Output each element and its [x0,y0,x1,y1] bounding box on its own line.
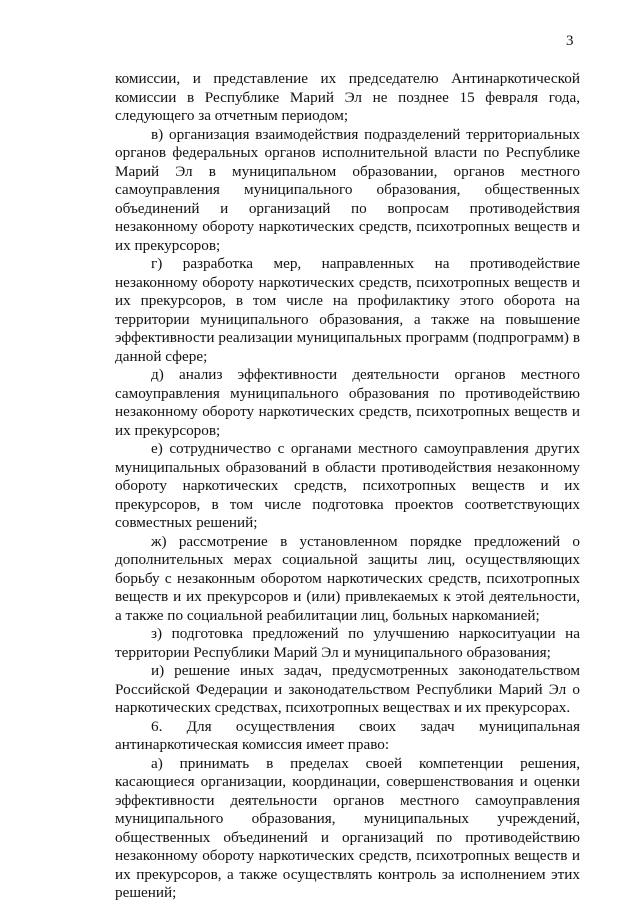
paragraph-section-6: 6. Для осуществления своих задач муниципальная антинаркотическая комиссия имеет право: [115,717,580,753]
paragraph-item-g: г) разработка мер, направленных на противодействие незаконному обороту наркотических средств, психотропных веществ и их прекурсоров, в том числе на профилактику этого оборота на территории муниципального образования, а также на повышение эффективности реализации муниципальных программ (подпрограмм) в данной сфере; [115,255,580,365]
paragraph-item-d: д) анализ эффективности деятельности органов местного самоуправления муниципального образования по противодействию незаконному обороту наркотических средств, психотропных веществ и их прекурсоров; [115,366,580,439]
paragraph-item-zh: ж) рассмотрение в установленном порядке предложений о дополнительных мерах социальной защиты лиц, осуществляющих борьбу с незаконным оборотом наркотических средств, психотропных веществ и их прекурсоров и (или) привлекаемых к этой деятельности, а также по социальной реабилитации лиц, больных наркоманией; [115,532,580,624]
page-number: 3 [566,33,574,49]
paragraph-item-v: в) организация взаимодействия подразделений территориальных органов федеральных органов исполнительной власти по Республике Марий Эл в муниципальном образовании, органов местного самоуправления муниципального образования, общественных объединений и организаций по вопросам противодействия незаконному обороту наркотических средств, психотропных веществ и их прекурсоров; [115,125,580,254]
paragraph-item-e: е) сотрудничество с органами местного самоуправления других муниципальных образований в области противодействия незаконному обороту наркотических средств, психотропных веществ и их прекурсоров, в том числе подготовка проектов соответствующих совместных решений; [115,440,580,531]
paragraph-continuation: комиссии, и представление их председателю Антинаркотической комиссии в Республике Марий Эл не позднее 15 февраля года, следующего за отчетным периодом; [115,70,580,124]
paragraph-item-a: а) принимать в пределах своей компетенции решения, касающиеся организации, координации, совершенствования и оценки эффективности деятельности органов местного самоуправления муниципального образования, муниципальных учреждений, общественных объединений и организаций по противодействию незаконному обороту наркотических средств, психотропных веществ и их прекурсоров, а также осуществлять контроль за исполнением этих решений; [115,754,580,901]
paragraph-item-z: з) подготовка предложений по улучшению наркоситуации на территории Республики Марий Эл и муниципального образования; [115,625,580,661]
document-body [115,70,580,903]
paragraph-item-i: и) решение иных задач, предусмотренных законодательством Российской Федерации и законодательством Республики Марий Эл о наркотических средствах, психотропных веществах и их прекурсорах. [115,662,580,716]
